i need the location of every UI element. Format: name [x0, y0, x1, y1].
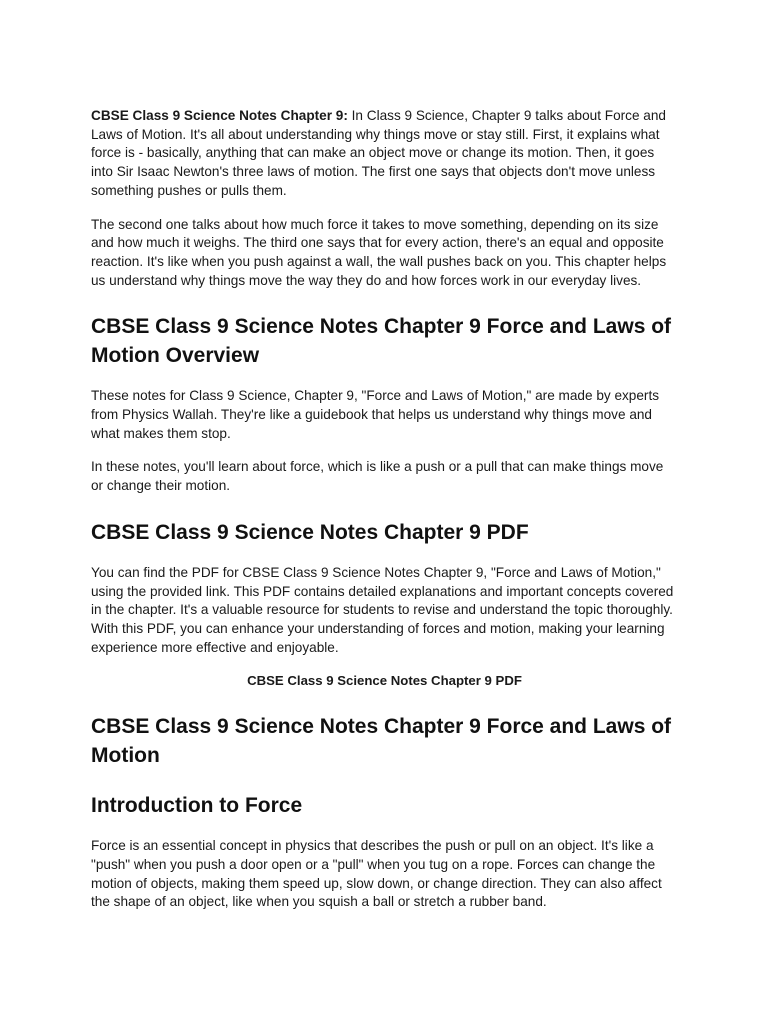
intro-lead: CBSE Class 9 Science Notes Chapter 9: [91, 108, 348, 123]
pdf-paragraph: You can find the PDF for CBSE Class 9 Science Notes Chapter 9, "Force and Laws of Motion," using the provided link. This PDF contains detailed explanations and important concepts covered in the chapter. It's a valuable resource for students to revise and understand the topic thoroughly. With this PDF, you can enhance your understanding of forces and motion, making your learning experience more effective and enjoyable. [91, 564, 674, 655]
overview-heading: CBSE Class 9 Science Notes Chapter 9 Force and Laws of Motion Overview [91, 315, 672, 368]
intro-text: In Class 9 Science, Chapter 9 talks about Force and Laws of Motion. It's all about understanding why things move or stay still. First, it explains what force is - basically, anything that can make an object move or change its motion. Then, it goes into Sir Isaac Newton's three laws of motion. The first one says that objects don't move unless something pushes or pulls them. [91, 108, 666, 198]
pdf-link[interactable]: CBSE Class 9 Science Notes Chapter 9 PDF [247, 673, 522, 689]
document-body [91, 107, 678, 912]
force-heading: Introduction to Force [91, 794, 303, 818]
intro-paragraph-2: The second one talks about how much force it takes to move something, depending on its size and how much it weighs. The third one says that for every action, there's an equal and opposite reaction. It's like when you push against a wall, the wall pushes back on you. This chapter helps us understand why things move the way they do and how forces work in our everyday lives. [91, 216, 667, 288]
pdf-heading: CBSE Class 9 Science Notes Chapter 9 PDF [91, 520, 529, 544]
intro-paragraph [91, 107, 678, 201]
overview-paragraph-2: In these notes, you'll learn about force, which is like a push or a pull that can make things move or change their motion. [91, 459, 664, 494]
force-paragraph: Force is an essential concept in physics that describes the push or pull on an object. It's like a "push" when you push a door open or a "pull" when you tug on a rope. Forces can change the motion of objects, making them speed up, slow down, or change direction. They can also affect the shape of an object, like when you squish a ball or stretch a rubber band. [91, 838, 662, 910]
overview-paragraph-1: These notes for Class 9 Science, Chapter 9, "Force and Laws of Motion," are made by experts from Physics Wallah. They're like a guidebook that helps us understand why things move and what makes them stop. [91, 388, 660, 441]
chapter-heading: CBSE Class 9 Science Notes Chapter 9 Force and Laws of Motion [91, 715, 672, 768]
